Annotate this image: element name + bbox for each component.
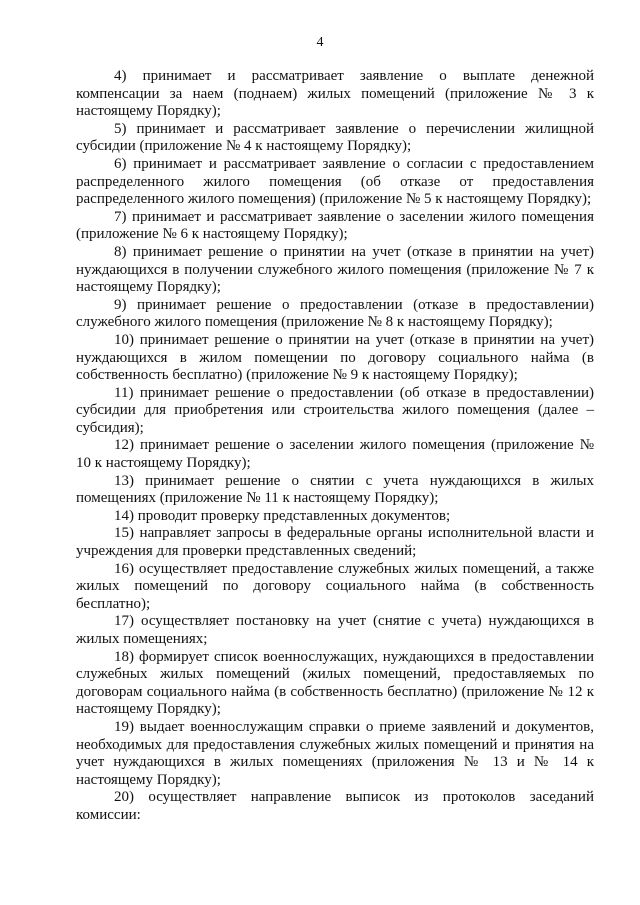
list-item: 11) принимает решение о предоставлении (об отказе в предоставлении) субсидии для приобретения или строительства жилого помещения (далее – субсидия); bbox=[76, 384, 594, 436]
list-item: 10) принимает решение о принятии на учет (отказе в принятии на учет) нуждающихся в жилом помещении по договору социального найма (в собственность бесплатно) (приложение № 9 к настоящему Порядку); bbox=[76, 331, 594, 384]
list-item: 15) направляет запросы в федеральные органы исполнительной власти и учреждения для проверки представленных сведений; bbox=[76, 525, 594, 560]
list-item: 16) осуществляет предоставление служебных жилых помещений, а также жилых помещений по договору социального найма (в собственность бесплатно); bbox=[76, 560, 594, 612]
list-item: 8) принимает решение о принятии на учет (отказе в принятии на учет) нуждающихся в получении служебного жилого помещения (приложение № 7 к настоящему Порядку); bbox=[76, 243, 594, 296]
list-item: 19) выдает военнослужащим справки о приеме заявлений и документов, необходимых для предоставления служебных жилых помещений и принятия на учет нуждающихся в жилых помещениях (приложения № 13 и № 14 к настоящему Порядку); bbox=[76, 718, 594, 788]
list-item: 14) проводит проверку представленных документов; bbox=[114, 507, 451, 524]
list-item: 7) принимает и рассматривает заявление о заселении жилого помещения (приложение № 6 к настоящему Порядку); bbox=[76, 208, 594, 243]
list-item: 17) осуществляет постановку на учет (снятие с учета) нуждающихся в жилых помещениях; bbox=[76, 613, 594, 647]
list-item: 18) формирует список военнослужащих, нуждающихся в предоставлении служебных жилых помещений (жилых помещений, предоставляемых по договорам социального найма (в собственность бесплатно) (приложение № 12 к настоящему Порядку); bbox=[76, 648, 594, 718]
list-item: 12) принимает решение о заселении жилого помещения (приложение № 10 к настоящему Порядку); bbox=[76, 437, 594, 472]
list-item: 4) принимает и рассматривает заявление о выплате денежной компенсации за наем (поднаем) жилых помещений (приложение № 3 к настоящему Порядку); bbox=[76, 68, 594, 120]
list-item: 13) принимает решение о снятии с учета нуждающихся в жилых помещениях (приложение № 11 к настоящему Порядку); bbox=[76, 472, 594, 507]
list-item: 20) осуществляет направление выписок из протоколов заседаний комиссии: bbox=[76, 789, 594, 823]
list-item: 9) принимает решение о предоставлении (отказе в предоставлении) служебного жилого помещения (приложение № 8 к настоящему Порядку); bbox=[76, 296, 594, 331]
page-number: 4 bbox=[316, 35, 324, 50]
list-item: 6) принимает и рассматривает заявление о согласии с предоставлением распределенного жилого помещения (об отказе от предоставления распределенного жилого помещения) (приложение № 5 к настоящему Порядку); bbox=[76, 155, 594, 208]
document-body bbox=[76, 68, 594, 825]
list-item: 5) принимает и рассматривает заявление о перечислении жилищной субсидии (приложение № 4 к настоящему Порядку); bbox=[76, 120, 594, 155]
